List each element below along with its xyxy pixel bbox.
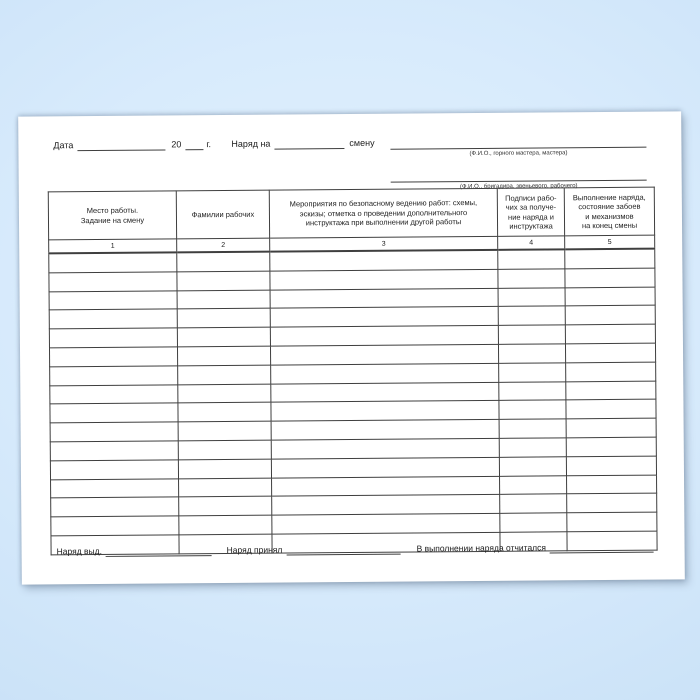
empty-cell [566,362,656,382]
empty-cell [272,513,500,534]
empty-cell [566,399,656,419]
empty-cell [498,306,565,325]
empty-cell [178,421,271,441]
empty-cell [499,438,566,457]
empty-cell [567,512,657,532]
empty-cell [50,366,178,386]
empty-cell [567,475,657,495]
empty-cell [566,418,656,438]
empty-cell [271,363,499,384]
empty-cell [499,363,566,382]
empty-cell [177,290,270,310]
column-header-4: Подписи рабо- чих за получе- ние наряда и инструктажа [497,188,564,237]
empty-cell [178,384,271,404]
year-blank [185,140,203,150]
empty-cell [498,344,565,363]
empty-cell [178,365,271,385]
form-sheet [18,111,685,584]
master-signature-caption: (Ф.И.О., горного мастера, мастера) [469,150,568,158]
empty-cell [50,460,178,480]
date-blank [77,140,165,151]
empty-cell [177,309,270,329]
empty-cell [51,516,179,536]
empty-cell [498,325,565,344]
empty-cell [177,327,270,347]
column-number-1: 1 [49,239,177,254]
empty-cell [271,438,499,459]
empty-cell [270,250,498,271]
issued-label: Наряд выд. [56,545,103,557]
empty-cell [566,456,656,476]
empty-cell [179,478,272,498]
empty-cell [565,324,655,344]
issued-blank [106,546,212,557]
empty-cell [271,401,499,422]
empty-cell [270,344,498,365]
empty-cell [500,513,567,532]
received-blank [286,545,400,556]
empty-cell [500,494,567,513]
date-label: Дата [53,140,74,151]
shift-label: смену [349,137,375,149]
signature-block [390,138,646,192]
empty-cell [177,252,270,272]
empty-cell [272,495,500,516]
empty-cell [499,457,566,476]
received-label: Наряд принял [226,544,283,555]
empty-cell [49,347,177,367]
empty-cell [50,384,178,404]
empty-cell [499,400,566,419]
empty-cell [565,343,655,363]
empty-cell [272,476,500,497]
empty-cell [271,457,499,478]
empty-cell [179,496,272,516]
empty-cell [50,422,178,442]
column-header-1: Место работы. Задание на смену [48,191,176,240]
empty-cell [270,307,498,328]
empty-cell [565,249,655,269]
reported-label: В выполнении наряда отчитался [416,542,547,554]
brigadier-signature-blank [391,171,647,183]
empty-cell [49,290,177,310]
brigadier-signature-caption: (Ф.И.О., бригадира, звеньевого, рабочего) [459,183,578,191]
empty-cell [270,288,498,309]
empty-cell [50,441,178,461]
empty-cell [566,437,656,457]
empty-cell [499,381,566,400]
order-label: Наряд на [231,138,271,149]
empty-cell [498,249,565,269]
empty-cell [270,269,498,290]
received-line [227,544,401,556]
column-number-2: 2 [177,238,270,252]
empty-cell [177,271,270,291]
empty-cell [49,309,177,329]
empty-cell [566,381,656,401]
column-header-3: Мероприятия по безопасному ведению работ: схемы, эскизы; отметка о проведении дополнительного инструктажа при выполнении другой работы [269,188,497,238]
reported-blank [550,543,654,554]
column-number-4: 4 [498,236,565,250]
empty-cell [565,306,655,326]
column-header-2: Фамилии рабочих [176,190,269,239]
empty-cell [49,272,177,292]
empty-cell [499,419,566,438]
empty-cell [49,328,177,348]
empty-cell [498,287,565,306]
empty-cell [51,497,179,517]
column-number-3: 3 [270,236,498,251]
empty-cell [567,493,657,513]
empty-cell [177,346,270,366]
empty-cell [271,382,499,403]
year-prefix: 20 [171,139,182,150]
empty-cell [50,403,178,423]
empty-cell [178,403,271,423]
reported-line [417,542,654,555]
empty-cell [270,326,498,347]
date-line [53,139,211,151]
empty-cell [271,420,499,441]
column-header-5: Выполнение наряда, состояние забоев и механизмов на конец смены [564,187,654,236]
empty-cell [51,478,179,498]
empty-cell [565,287,655,307]
empty-cell [498,269,565,288]
year-suffix: г. [206,139,212,150]
empty-cell [179,515,272,535]
empty-cell [178,459,271,479]
master-signature-blank [390,138,646,150]
empty-cell [49,252,177,272]
empty-cell [565,268,655,288]
order-blank [274,139,344,150]
issued-line [57,545,212,557]
column-number-5: 5 [565,235,655,249]
empty-cell [178,440,271,460]
work-order-table [48,187,658,556]
empty-cell [500,475,567,494]
order-line [231,138,378,150]
